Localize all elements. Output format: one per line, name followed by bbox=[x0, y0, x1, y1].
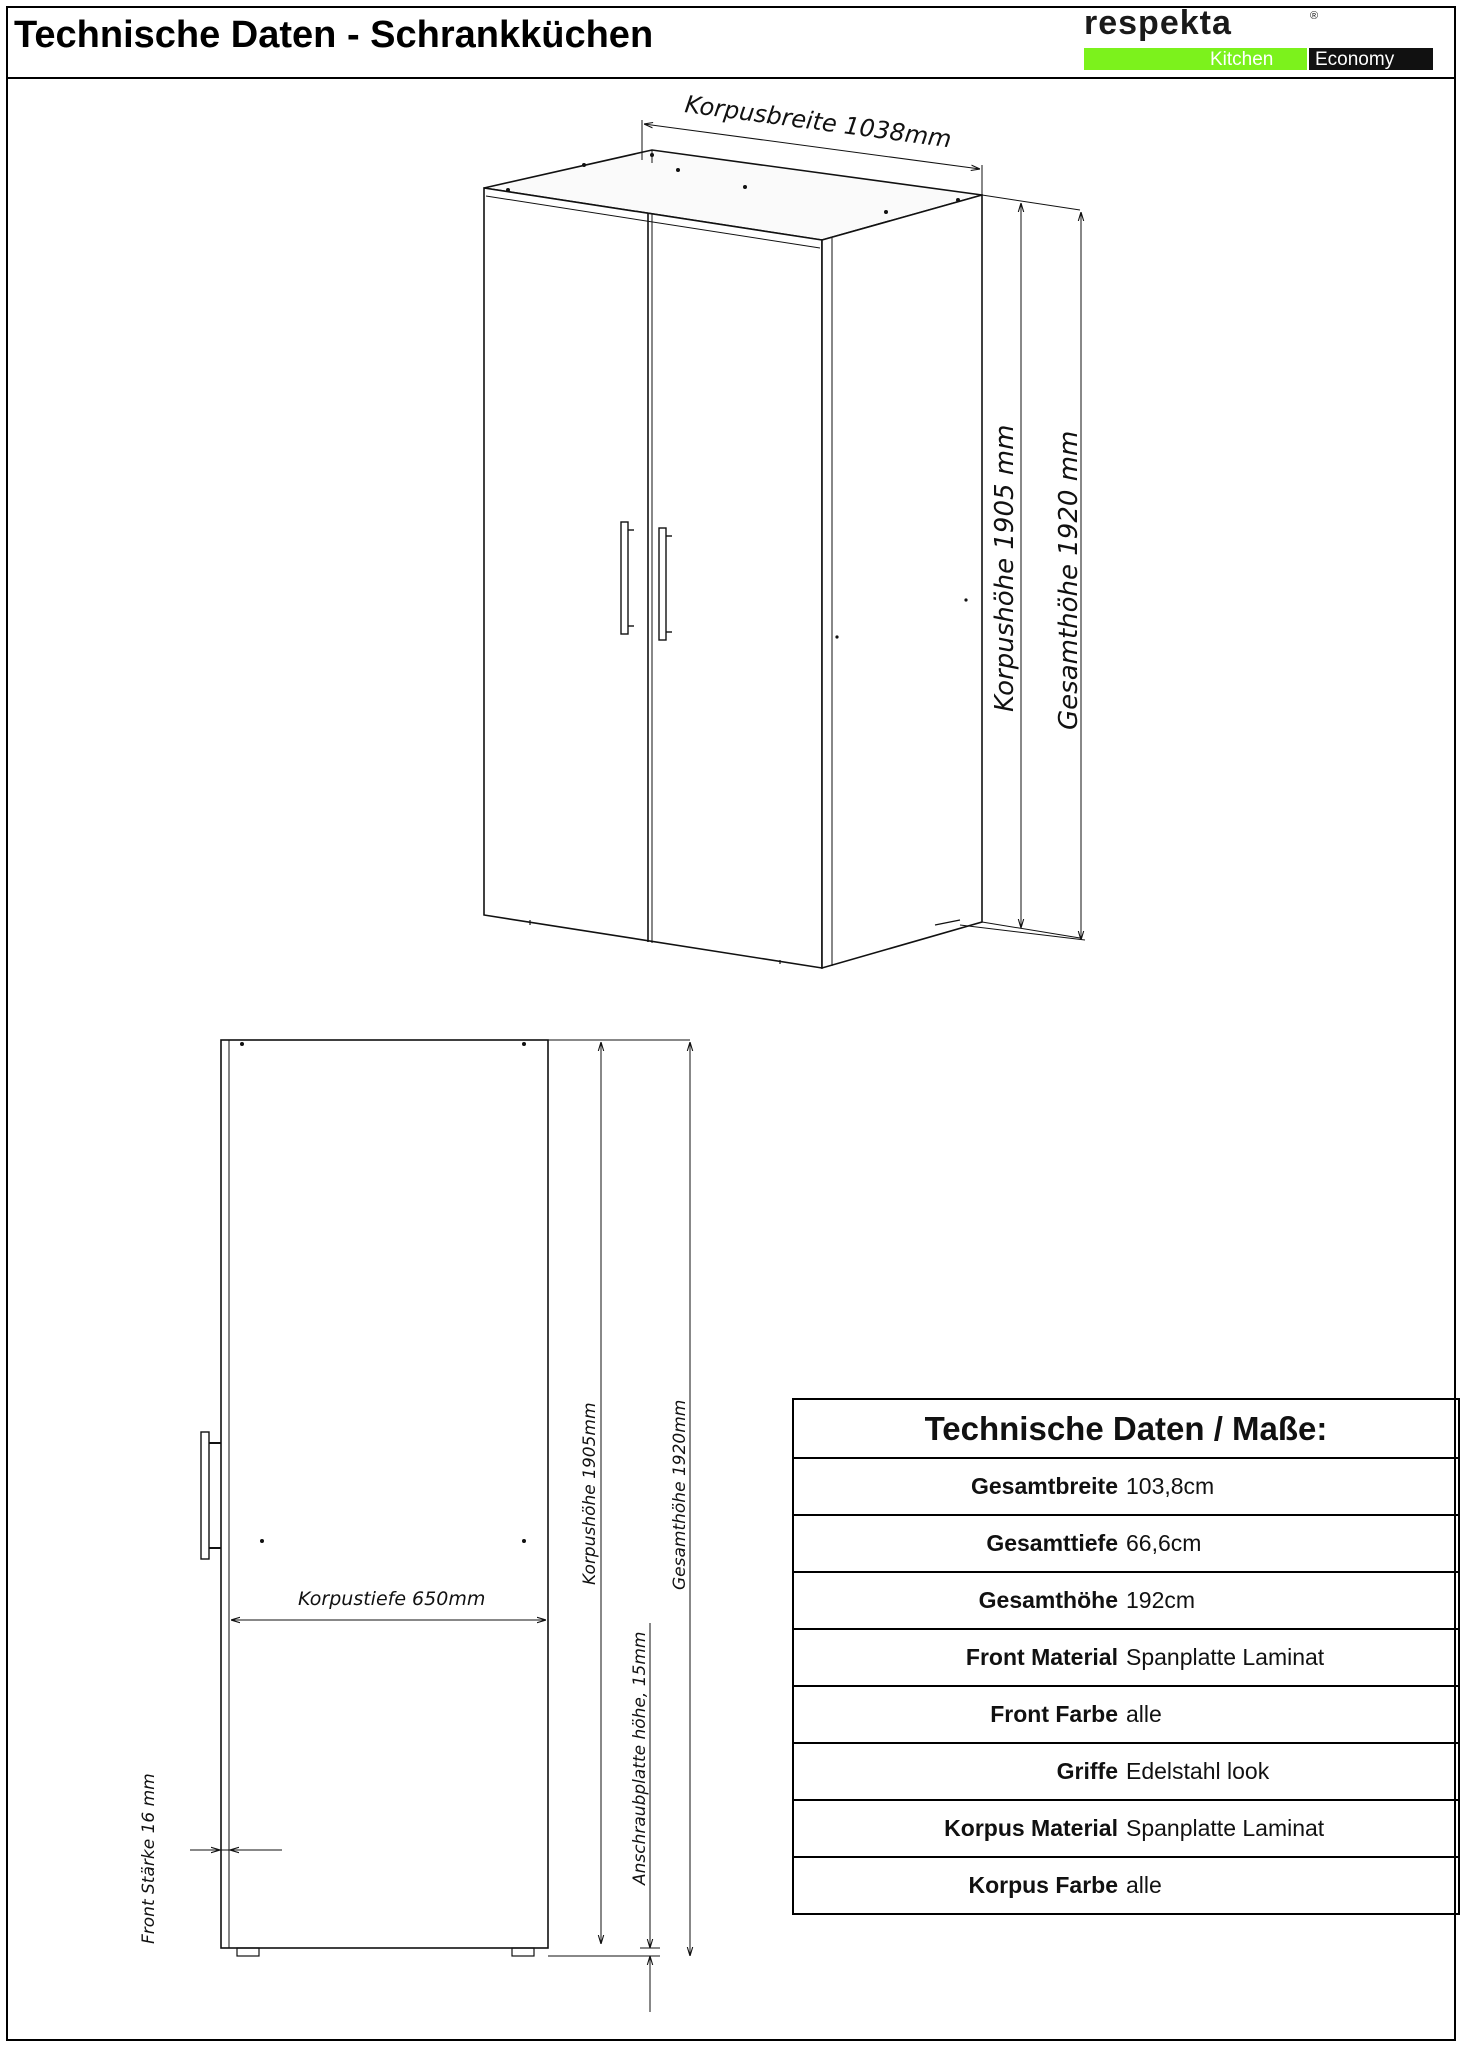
spec-label: Front Material bbox=[793, 1629, 1126, 1686]
logo-registered-mark: ® bbox=[1310, 10, 1319, 22]
spec-value: Edelstahl look bbox=[1126, 1743, 1459, 1800]
spec-value: 103,8cm bbox=[1126, 1458, 1459, 1515]
spec-value: 66,6cm bbox=[1126, 1515, 1459, 1572]
table-row bbox=[793, 1743, 1459, 1800]
table-row bbox=[793, 1458, 1459, 1515]
table-row bbox=[793, 1686, 1459, 1743]
dimension-label-korpushoehe-iso: Korpushöhe 1905 mm bbox=[990, 424, 1020, 712]
specs-table bbox=[792, 1398, 1460, 1915]
dimension-label-korpustiefe: Korpustiefe 650mm bbox=[298, 1588, 486, 1610]
spec-label: Korpus Material bbox=[793, 1800, 1126, 1857]
dimension-label-front-staerke: Front Stärke 16 mm bbox=[139, 1773, 159, 1944]
side-view-body bbox=[221, 1040, 548, 1948]
spec-label: Griffe bbox=[793, 1743, 1126, 1800]
cabinet-isometric-view bbox=[484, 150, 982, 968]
page-title: Technische Daten - Schrankküchen bbox=[14, 14, 654, 56]
spec-label: Gesamttiefe bbox=[793, 1515, 1126, 1572]
table-row bbox=[793, 1800, 1459, 1857]
spec-value: Spanplatte Laminat bbox=[1126, 1800, 1459, 1857]
table-row bbox=[793, 1515, 1459, 1572]
dimension-label-gesamthoehe-iso: Gesamthöhe 1920 mm bbox=[1054, 430, 1084, 730]
spec-label: Korpus Farbe bbox=[793, 1857, 1126, 1914]
dimension-label-korpusbreite: Korpusbreite 1038mm bbox=[683, 90, 954, 154]
table-row bbox=[793, 1629, 1459, 1686]
cabinet-front-face bbox=[484, 188, 822, 968]
side-handle-icon bbox=[201, 1432, 221, 1559]
spec-label: Gesamtbreite bbox=[793, 1458, 1126, 1515]
spec-label: Gesamthöhe bbox=[793, 1572, 1126, 1629]
spec-value: alle bbox=[1126, 1686, 1459, 1743]
dimension-label-anschraubplatte: Anschraubplatte höhe, 15mm bbox=[630, 1631, 650, 1885]
logo-economy-text: Economy bbox=[1315, 49, 1395, 70]
specs-panel bbox=[792, 1398, 1460, 1928]
cabinet-side-view bbox=[201, 1040, 690, 1956]
dimension-label-gesamthoehe-side: Gesamthöhe 1920mm bbox=[670, 1399, 690, 1590]
dimension-label-korpushoehe-side: Korpushöhe 1905mm bbox=[580, 1402, 600, 1585]
table-row bbox=[793, 1572, 1459, 1629]
foot-right bbox=[512, 1948, 534, 1956]
foot-left bbox=[237, 1948, 259, 1956]
specs-title: Technische Daten / Maße: bbox=[793, 1399, 1459, 1458]
spec-value: Spanplatte Laminat bbox=[1126, 1629, 1459, 1686]
spec-label: Front Farbe bbox=[793, 1686, 1126, 1743]
spec-value: alle bbox=[1126, 1857, 1459, 1914]
logo-brand-text: respekta bbox=[1084, 4, 1232, 42]
cabinet-side-face bbox=[822, 195, 982, 968]
table-row bbox=[793, 1857, 1459, 1914]
logo-kitchen-text: Kitchen bbox=[1210, 49, 1274, 70]
spec-value: 192cm bbox=[1126, 1572, 1459, 1629]
